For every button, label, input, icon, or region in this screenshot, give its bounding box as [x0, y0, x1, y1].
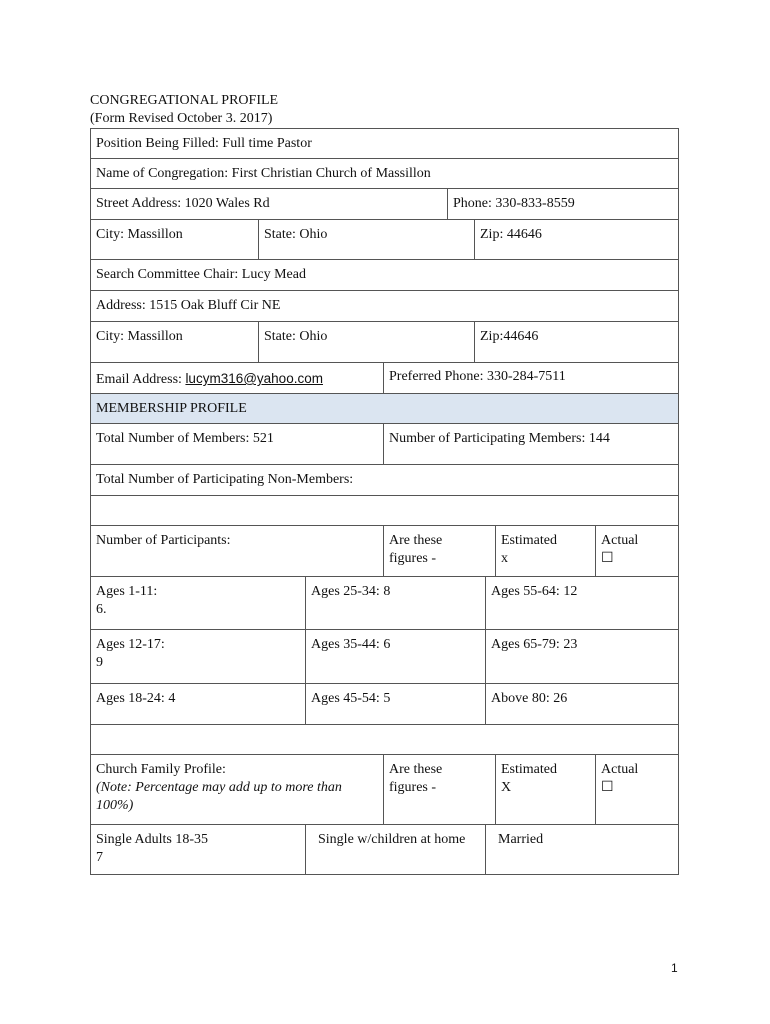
row-non-members [90, 465, 679, 496]
age-cell[interactable]: Above 80: 26 [485, 684, 678, 724]
age-cell[interactable]: Ages 25-34: 8 [305, 577, 485, 629]
street-address-field[interactable]: Street Address: 1020 Wales Rd [96, 196, 270, 211]
actual-checkbox[interactable]: ☐ [601, 551, 614, 566]
row-search-city [90, 322, 679, 363]
total-members-field[interactable]: Total Number of Members: 521 [96, 431, 274, 446]
row-member-counts [90, 424, 679, 465]
family-estimated-label: Estimated [501, 762, 557, 777]
actual-label: Actual [601, 533, 639, 548]
membership-section-header [90, 394, 679, 424]
search-city-field[interactable]: City: Massillon [96, 329, 183, 344]
row-congregation-city [90, 220, 679, 260]
email-link[interactable]: lucym316@yahoo.com [185, 371, 323, 386]
figures-question-line1: Are these [389, 533, 443, 548]
position-field[interactable]: Position Being Filled: Full time Pastor [96, 136, 312, 151]
age-label: Ages 12-17: [96, 637, 165, 652]
age-cell[interactable]: Ages 35-44: 6 [305, 630, 485, 683]
family-actual-option[interactable] [595, 755, 678, 824]
family-note-line1: (Note: Percentage may add up to more than [96, 780, 342, 795]
family-actual-label: Actual [601, 762, 639, 777]
row-email-phone [90, 363, 679, 394]
row-search-chair [90, 260, 679, 291]
age-value: 9 [96, 655, 103, 670]
membership-section-title: MEMBERSHIP PROFILE [96, 401, 247, 416]
participants-actual-option[interactable] [595, 526, 678, 576]
congregation-state-field[interactable]: State: Ohio [258, 220, 474, 259]
form-header [90, 92, 278, 128]
family-figures-line2: figures - [389, 780, 437, 795]
estimated-label: Estimated [501, 533, 557, 548]
congregation-zip-field[interactable]: Zip: 44646 [474, 220, 678, 259]
row-participants-header [90, 526, 679, 577]
email-field[interactable] [91, 363, 383, 393]
page-number: 1 [671, 961, 678, 975]
row-search-address [90, 291, 679, 322]
congregation-city-field[interactable]: City: Massillon [96, 227, 183, 242]
family-figures-line1: Are these [389, 762, 443, 777]
participants-estimated-option[interactable] [495, 526, 595, 576]
married-cell[interactable]: Married [485, 825, 678, 874]
spacer-row [90, 496, 679, 526]
participating-members-field[interactable]: Number of Participating Members: 144 [383, 424, 678, 464]
row-street-phone [90, 189, 679, 220]
family-estimated-mark: X [501, 780, 512, 795]
age-cell[interactable]: Ages 55-64: 12 [485, 577, 678, 629]
age-cell[interactable]: Ages 65-79: 23 [485, 630, 678, 683]
row-ages-3 [90, 684, 679, 725]
form-revision: (Form Revised October 3. 2017) [90, 111, 273, 126]
row-congregation-name [90, 159, 679, 189]
age-value: 6. [96, 602, 107, 617]
search-address-field[interactable]: Address: 1515 Oak Bluff Cir NE [96, 298, 281, 313]
search-state-field[interactable]: State: Ohio [258, 322, 474, 362]
participants-figures-question [383, 526, 495, 576]
phone-field[interactable]: Phone: 330-833-8559 [447, 189, 678, 219]
row-family-types [90, 825, 679, 875]
family-actual-checkbox[interactable]: ☐ [601, 780, 614, 795]
age-cell[interactable] [91, 577, 305, 629]
single-adults-label: Single Adults 18-35 [96, 832, 209, 847]
figures-question-line2: figures - [389, 551, 437, 566]
preferred-phone-field[interactable]: Preferred Phone: 330-284-7511 [383, 363, 678, 393]
family-estimated-option[interactable] [495, 755, 595, 824]
congregational-profile-form [90, 128, 679, 875]
congregation-name-field[interactable]: Name of Congregation: First Christian Church of Massillon [96, 166, 431, 181]
family-note-line2: 100%) [96, 798, 134, 813]
row-family-header [90, 755, 679, 825]
age-cell[interactable] [91, 630, 305, 683]
search-chair-field[interactable]: Search Committee Chair: Lucy Mead [96, 267, 306, 282]
single-adults-value: 7 [96, 850, 103, 865]
age-cell[interactable]: Ages 45-54: 5 [305, 684, 485, 724]
spacer-row [90, 725, 679, 755]
participants-label: Number of Participants: [96, 533, 231, 548]
row-position [90, 128, 679, 159]
family-label: Church Family Profile: [96, 762, 226, 777]
single-children-cell[interactable]: Single w/children at home [305, 825, 485, 874]
form-title: CONGREGATIONAL PROFILE [90, 93, 279, 108]
row-ages-1 [90, 577, 679, 630]
age-label: Ages 1-11: [96, 584, 158, 599]
single-adults-cell[interactable] [91, 825, 305, 874]
search-zip-field[interactable]: Zip:44646 [474, 322, 678, 362]
family-profile-label [91, 755, 383, 824]
family-figures-question [383, 755, 495, 824]
estimated-mark: x [501, 551, 508, 566]
age-cell[interactable]: Ages 18-24: 4 [96, 691, 176, 706]
row-ages-2 [90, 630, 679, 684]
email-label: Email Address: [96, 372, 186, 387]
non-members-field[interactable]: Total Number of Participating Non-Members: [96, 472, 354, 487]
